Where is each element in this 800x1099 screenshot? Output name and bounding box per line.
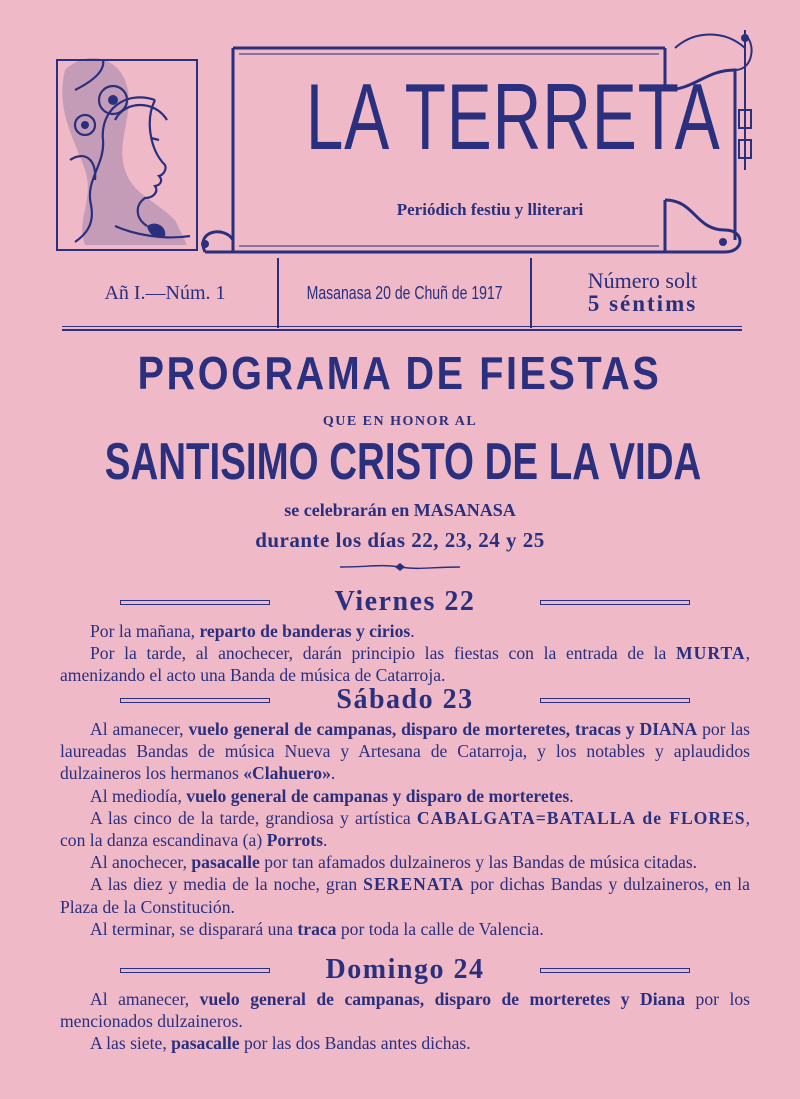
header-bar [120, 698, 270, 703]
text-bold: vuelo general de campanas, disparo de morteretes, tracas y DIANA [188, 719, 698, 739]
price-value: 5 séntims [587, 291, 698, 317]
day-header-saturday [120, 684, 690, 716]
text-bold: vuelo general de campanas, disparo de morteretes y Diana [199, 989, 686, 1009]
day-header-friday [120, 586, 690, 618]
paragraph [60, 807, 750, 851]
text-bold: pasacalle [171, 1033, 240, 1054]
info-divider [277, 258, 279, 328]
paragraph [60, 642, 750, 686]
text: Al mediodía, [90, 785, 187, 806]
text: por dichas Bandas y dulzaineros, en la Plaza de la Constitución. [60, 874, 750, 917]
header-bar [540, 968, 690, 973]
text: por tan afamados dulzaineros y las Bandas de música citadas. [259, 852, 698, 873]
saturday-section [60, 718, 750, 940]
issue-date [280, 258, 530, 328]
paragraph [60, 620, 750, 642]
text: por las dos Bandas antes dichas. [239, 1033, 471, 1054]
text: A las siete, [90, 1033, 172, 1054]
header-bar [120, 968, 270, 973]
text: Al terminar, se disparará una [90, 918, 298, 939]
days-line: durante los días 22, 23, 24 y 25 [255, 528, 545, 552]
paragraph [60, 718, 750, 785]
paragraph [60, 873, 750, 917]
celebrate-line: se celebrarán en MASANASA [284, 500, 516, 520]
issue-number: Añ I.—Núm. 1 [104, 281, 226, 304]
text: A las diez y media de la noche, gran [90, 874, 364, 895]
paragraph [60, 785, 750, 807]
masthead-rule [62, 326, 742, 331]
text-bold: traca [297, 918, 337, 939]
text-bold: pasacalle [191, 852, 260, 873]
text-bold: vuelo general de campanas y disparo de morteretes [186, 785, 570, 806]
friday-section [60, 620, 750, 687]
text-bold: SERENATA [363, 874, 465, 895]
honor-line: QUE EN HONOR AL [322, 414, 478, 429]
text: . [569, 785, 574, 806]
text: Por la mañana, [90, 621, 200, 641]
text: . [330, 763, 336, 784]
day-title: Viernes 22 [334, 586, 476, 617]
newspaper-subtitle: Periódich festiu y lliterari [396, 200, 584, 219]
text: Al amanecer, [90, 989, 200, 1009]
text: por los mencionados dulzaineros. [60, 989, 750, 1032]
text-bold: CABALGATA=BATALLA de FLORES [416, 807, 746, 828]
paragraph [60, 918, 750, 940]
issue-price [530, 258, 755, 328]
text: , con la danza escandinava (a) [60, 807, 750, 851]
text-bold: «Clahuero» [243, 763, 331, 784]
paragraph [60, 988, 750, 1032]
program-heading [0, 347, 800, 399]
issue-date-text: Masanasa 20 de Chuñ de 1917 [307, 282, 503, 303]
art-nouveau-woman-portrait-icon [57, 58, 197, 250]
center-flourish-ornament-icon [340, 562, 460, 572]
day-header-sunday [120, 954, 690, 986]
paragraph [60, 851, 750, 873]
header-bar [120, 600, 270, 605]
text: Al amanecer, [90, 719, 189, 739]
text-bold: MURTA [676, 643, 746, 664]
day-title: Sábado 23 [336, 684, 474, 715]
text: . [322, 830, 328, 851]
paragraph [60, 1032, 750, 1054]
text: por las laureadas Bandas de música Nueva y Artesana de Catarroja, y los notables y aplaudidos dulzaineros los hermanos [60, 719, 750, 784]
header-bar [540, 698, 690, 703]
text: , amenizando el acto una Banda de música de Catarroja. [60, 643, 750, 686]
newspaper-title: LA TERRETA [305, 64, 721, 169]
text: . [410, 621, 415, 641]
price-label: Número solt [587, 268, 698, 294]
text: Por la tarde, al anochecer, darán principio las fiestas con la entrada de la [90, 643, 677, 664]
patron-heading [0, 433, 800, 491]
patron-heading-text: SANTISIMO CRISTO DE LA VIDA [104, 433, 702, 491]
day-title: Domingo 24 [325, 954, 485, 985]
header-bar [540, 600, 690, 605]
text-bold: Porrots [266, 830, 323, 851]
text: Al anochecer, [90, 852, 192, 873]
program-heading-text: PROGRAMA DE FIESTAS [138, 347, 662, 399]
masthead-info-row [55, 258, 755, 328]
text: A las cinco de la tarde, grandiosa y artística [90, 807, 417, 828]
text: por toda la calle de Valencia. [336, 918, 544, 939]
sunday-section [60, 988, 750, 1055]
text-bold: reparto de banderas y cirios [199, 621, 411, 641]
